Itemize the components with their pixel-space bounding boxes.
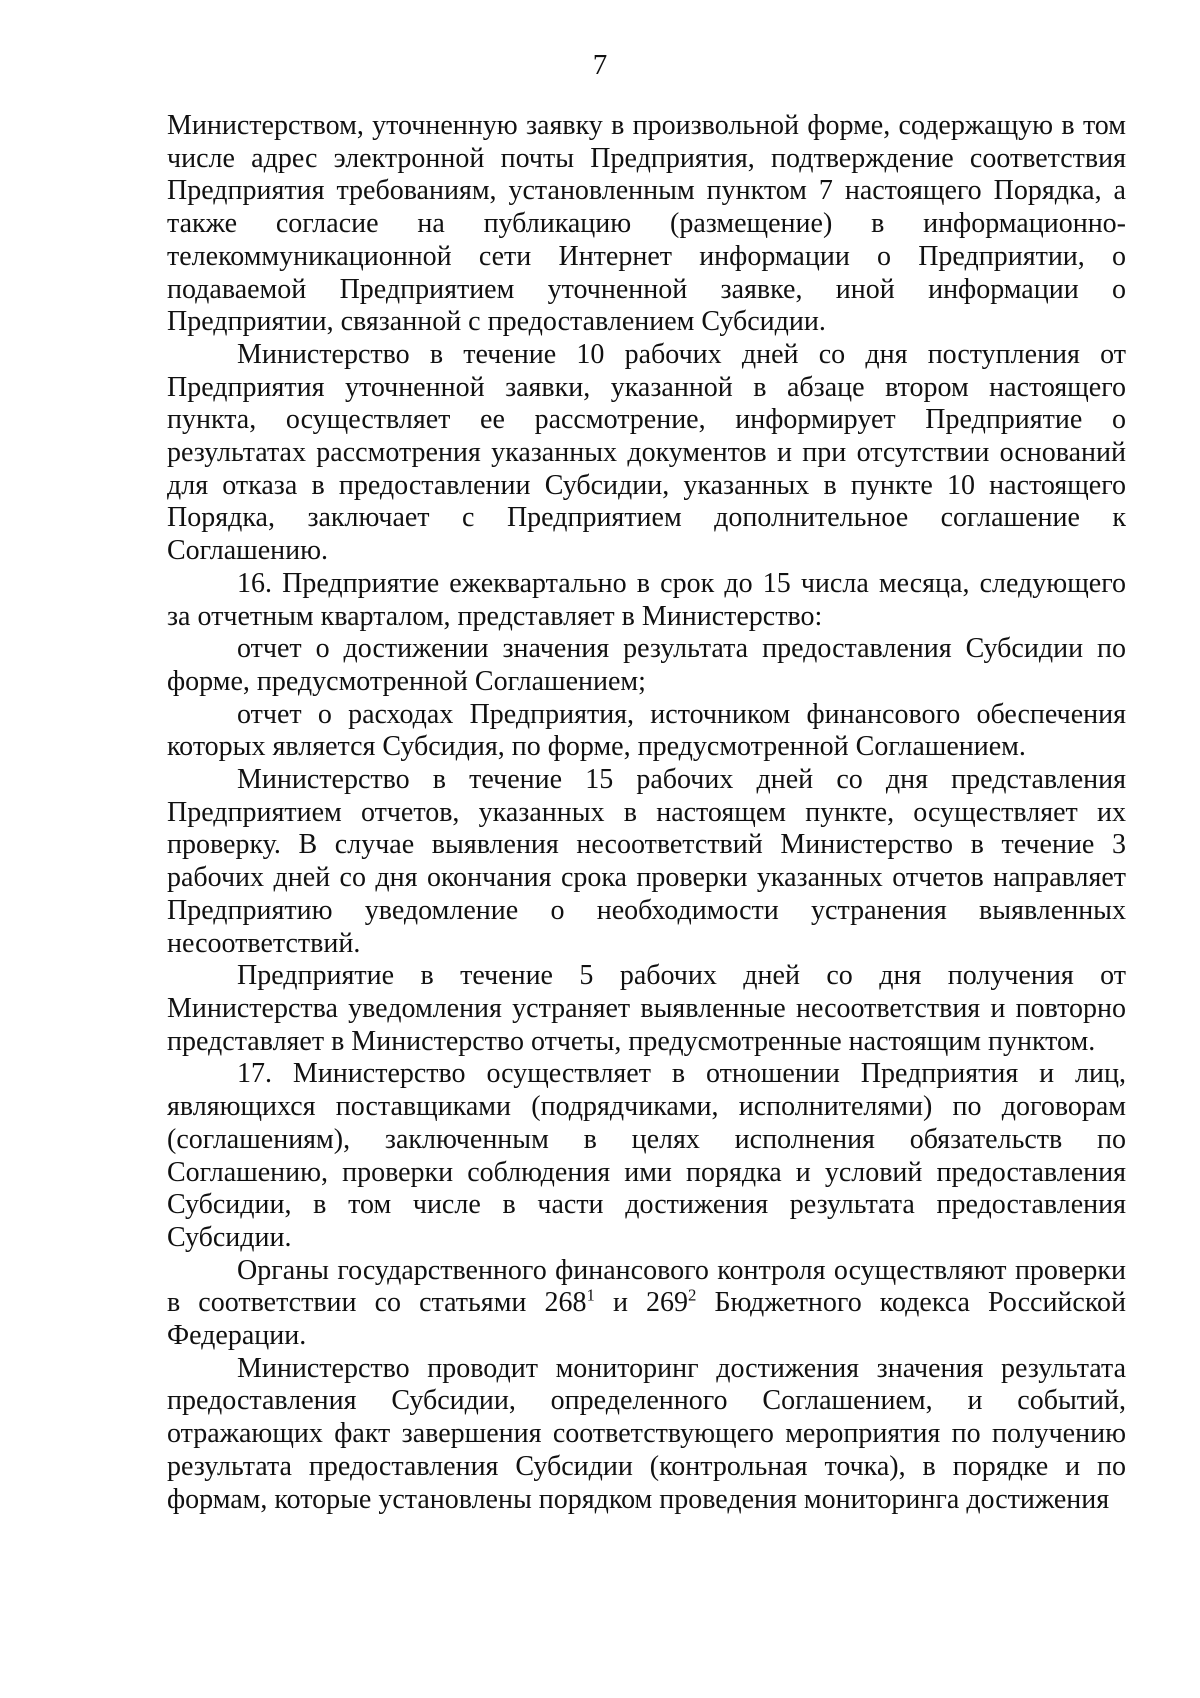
article-superscript-1: 1: [586, 1285, 595, 1305]
article-superscript-2: 2: [688, 1285, 697, 1305]
page-number: 7: [592, 49, 608, 81]
paragraph-monitoring: Министерство проводит мониторинг достижения значения результата предоставления Субсидии, определенного Соглашением, и событий, отражающих факт завершения соответствующего мероприятия по получению результата предоставления Субсидии (контрольная точка), в порядке и по формам, которые установлены порядком проведения мониторинга достижения: [167, 1352, 1126, 1515]
financial-control-text-start: Органы государственного финансового контроля осуществляют проверки в соответствии со статьями 268: [167, 1254, 1126, 1319]
document-body: [167, 110, 1126, 1516]
paragraph-continuation: Министерством, уточненную заявку в произвольной форме, содержащую в том числе адрес электронной почты Предприятия, подтверждение соответствия Предприятия требованиям, установленным пунктом 7 настоящего Порядка, а также согласие на публикацию (размещение) в информационно-телекоммуникационной сети Интернет информации о Предприятии, о подаваемой Предприятием уточненной заявке, иной информации о Предприятии, связанной с предоставлением Субсидии.: [167, 110, 1126, 338]
paragraph-item-17: 17. Министерство осуществляет в отношении Предприятия и лиц, являющихся поставщиками (подрядчиками, исполнителями) по договорам (соглашениям), заключенным в целях исполнения обязательств по Соглашению, проверки соблюдения ими порядка и условий предоставления Субсидии, в том числе в части достижения результата предоставления Субсидии.: [167, 1058, 1126, 1253]
paragraph-ministry-review: Министерство в течение 10 рабочих дней со дня поступления от Предприятия уточненной заявки, указанной в абзаце втором настоящего пункта, осуществляет ее рассмотрение, информирует Предприятие о результатах рассмотрения указанных документов и при отсутствии оснований для отказа в предоставлении Субсидии, указанных в пункте 10 настоящего Порядка, заключает с Предприятием дополнительное соглашение к Соглашению.: [167, 338, 1126, 567]
paragraph-fix-discrepancies: Предприятие в течение 5 рабочих дней со дня получения от Министерства уведомления устраняет выявленные несоответствия и повторно представляет в Министерство отчеты, предусмотренные настоящим пунктом.: [167, 960, 1126, 1057]
paragraph-financial-control: [167, 1255, 1126, 1353]
paragraph-report-expenses: отчет о расходах Предприятия, источником финансового обеспечения которых является Субсидия, по форме, предусмотренной Соглашением.: [167, 698, 1126, 763]
financial-control-text-middle: и 269: [594, 1287, 688, 1319]
paragraph-report-result: отчет о достижении значения результата предоставления Субсидии по форме, предусмотренной Соглашением;: [167, 633, 1126, 697]
financial-control-text-end: Бюджетного кодекса Российской Федерации.: [167, 1287, 1126, 1352]
paragraph-report-check: Министерство в течение 15 рабочих дней со дня представления Предприятием отчетов, указанных в настоящем пункте, осуществляет их проверку. В случае выявления несоответствий Министерство в течение 3 рабочих дней со дня окончания срока проверки указанных отчетов направляет Предприятию уведомление о необходимости устранения выявленных несоответствий.: [167, 764, 1126, 959]
paragraph-item-16: 16. Предприятие ежеквартально в срок до 15 числа месяца, следующего за отчетным кварталом, представляет в Министерство:: [167, 567, 1126, 632]
